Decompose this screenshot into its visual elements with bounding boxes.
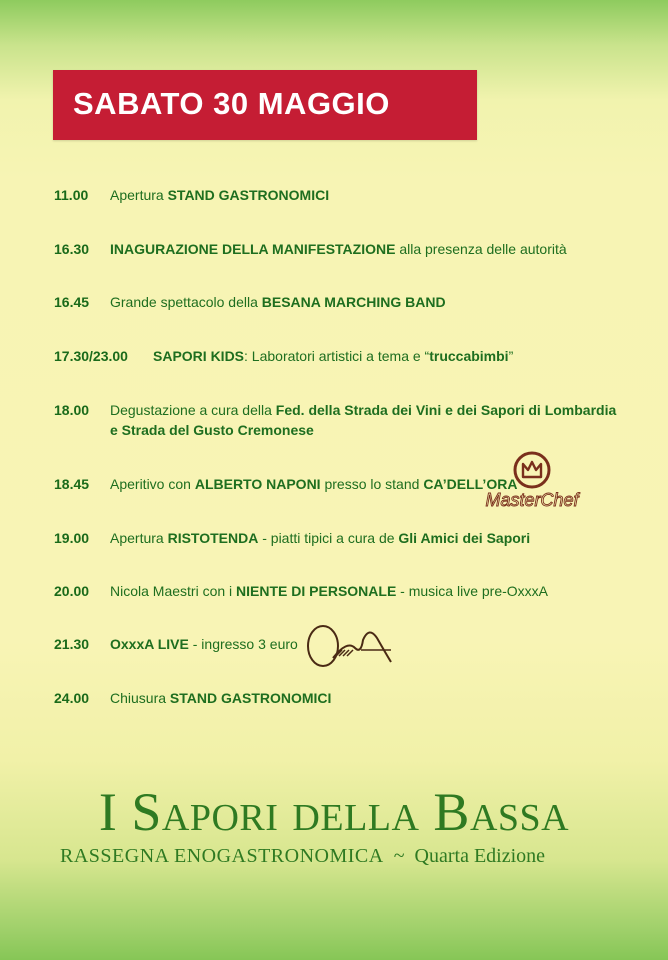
event-time: 18.00 [54,402,90,418]
event-description: SAPORI KIDS: Laboratori artistici a tema e “truccabimbi” [153,348,514,364]
date-heading: SABATO 30 MAGGIO [73,86,390,121]
subtitle-edition: Quarta Edizione [414,845,546,867]
event-description: INAGURAZIONE DELLA MANIFESTAZIONE alla presenza delle autorità [110,241,567,257]
masterchef-wordmark: MasterChef [485,490,579,510]
event-description: Apertura RISTOTENDA - piatti tipici a cura de Gli Amici dei Sapori [110,530,531,546]
event-description: Degustazione a cura della Fed. della Strada dei Vini e dei Sapori di Lombardia e Strada del Gusto Cremonese [110,402,617,438]
subtitle-separator: ~ [393,845,405,867]
event-time: 17.30/23.00 [54,348,128,364]
event-description: Aperitivo con ALBERTO NAPONI presso lo stand CA’DELL’ORA [110,476,518,492]
event-title: I Sapori della Bassa [98,782,570,842]
event-time: 24.00 [54,690,90,706]
event-subtitle [60,845,545,868]
subtitle-caps: RASSEGNA ENOGASTRONOMICA [60,845,384,867]
event-description: Grande spettacolo della BESANA MARCHING BAND [110,294,446,310]
event-description: Apertura STAND GASTRONOMICI [110,187,330,203]
event-time: 18.45 [54,476,90,492]
event-description: Nicola Maestri con i NIENTE DI PERSONALE - musica live pre-OxxxA [110,583,548,599]
masterchef-logo [470,450,595,512]
event-time: 16.30 [54,241,90,257]
oxxa-logo [303,618,395,672]
event-time: 11.00 [54,187,89,203]
event-time: 20.00 [54,583,90,599]
event-description: OxxxA LIVE - ingresso 3 euro [110,636,298,652]
oxxa-wordmark: OxxxA [347,670,351,671]
event-description: Chiusura STAND GASTRONOMICI [110,690,332,706]
event-time: 19.00 [54,530,90,546]
event-time: 21.30 [54,636,90,652]
event-time: 16.45 [54,294,90,310]
date-banner [53,70,477,140]
